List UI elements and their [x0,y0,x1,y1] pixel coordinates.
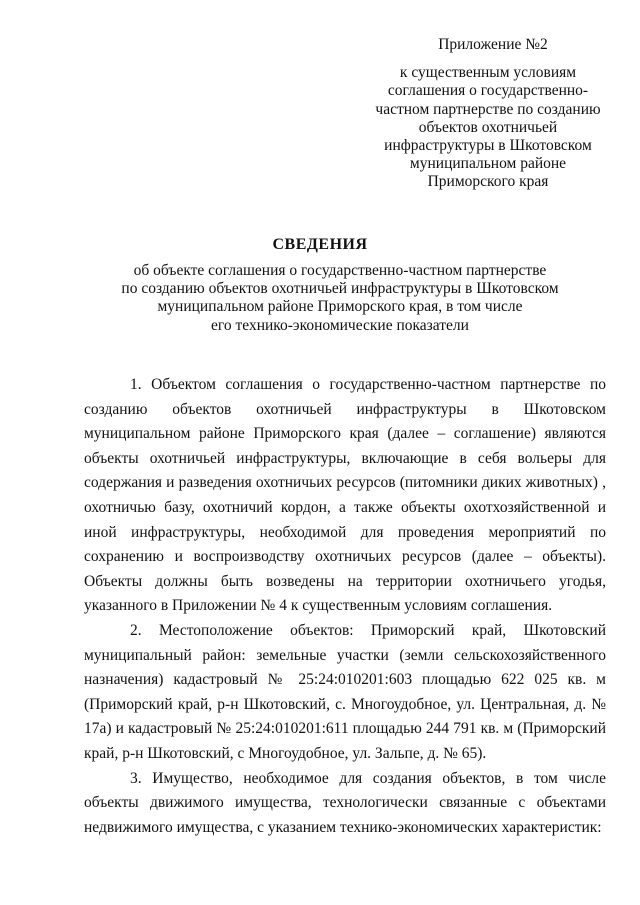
appendix-number: Приложение №2 [438,36,548,53]
appendix-line: муниципальном районе [409,155,567,173]
subtitle-line: муниципальном районе Приморского края, в том числе [157,298,523,316]
paragraph-2: 2. Местоположение объектов: Приморский край, Шкотовский муниципальный район: земельные участки (земли сельскохозяйственного назначения) кадастровый № 25:24:010201:603 площадью 622 025 кв. м (Приморский край, р-н Шкотовский, с. Многоудобное, ул. Центральная, д. № 17а) и кадастровый № 25:24:010201:611 площадью 244 791 кв. м (Приморский край, р-н Шкотовский, с Многоудобное, ул. Зальпе, д. № 65). [84,621,606,762]
appendix-line: Приморского края [427,173,549,191]
appendix-header [368,36,608,192]
appendix-line: объектов охотничьей [418,118,558,136]
document-body [84,373,606,840]
appendix-line: соглашения о государственно- [387,82,589,100]
subtitle-line: его технико-экономические показатели [211,316,469,334]
subtitle-line: по созданию объектов охотничьей инфраструктуры в Шкотовском [121,280,559,298]
document-subtitle [90,262,590,335]
appendix-line: частном партнерстве по созданию [375,100,601,118]
paragraph-1: 1. Объектом соглашения о государственно-частном партнерстве по созданию объектов охотничьей инфраструктуры в Шкотовском муниципальном районе Приморского края (далее – соглашение) являются объекты охотничьей инфраструктуры, включающие в себя вольеры для содержания и разведения охотничьих ресурсов (питомники диких животных) , охотничью базу, охотничий кордон, а также объекты охотхозяйственной и иной инфраструктуры, необходимой для проведения мероприятий по сохранению и воспроизводству охотничьих ресурсов (далее – объекты). Объекты должны быть возведены на территории охотничьего угодья, указанного в Приложении № 4 к существенным условиям соглашения. [84,376,606,615]
subtitle-line: об объекте соглашения о государственно-частном партнерстве [133,262,547,279]
appendix-line: к существенным условиям [399,64,577,82]
document-title: СВЕДЕНИЯ [272,236,368,253]
paragraph-3: 3. Имущество, необходимое для создания объектов, в том числе объекты движимого имущества, технологически связанные с объектами недвижимого имущества, с указанием технико-экономических характеристик: [84,769,606,836]
appendix-line: инфраструктуры в Шкотовском [384,137,592,155]
